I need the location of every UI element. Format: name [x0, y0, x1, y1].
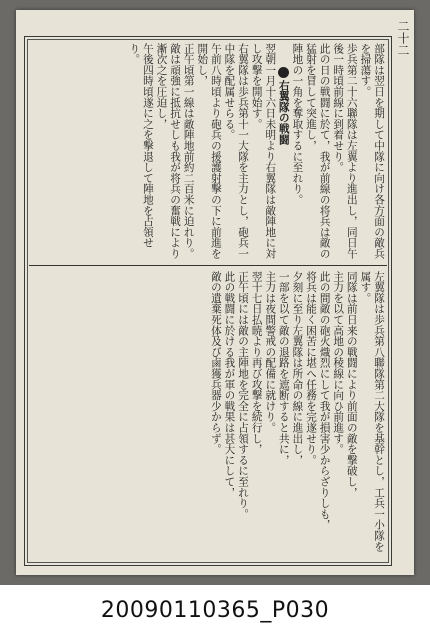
image-caption: 20090110365_P030 [100, 598, 330, 623]
text-column: 主力は夜間警戒の配備に就けり。 [264, 271, 277, 433]
section-heading [276, 67, 290, 263]
text-column: 部隊は翌日を期して中隊に向け各方面の敵兵を掃蕩す。 [359, 43, 385, 259]
text-column: 夕刻に至り左翼隊は所命の線に進出し， [291, 271, 304, 466]
lower-text-block [31, 271, 385, 559]
text-column: 同隊は前日来の戦闘により前面の敵を撃破し， [345, 271, 358, 498]
text-column: 敵の遺棄死体及び鹵獲兵器少からず。 [209, 271, 222, 455]
document-page [16, 10, 414, 575]
text-column: 敵は頑強に抵抗せしも我が将兵の奮戦により漸次之を圧迫し， [155, 43, 182, 259]
text-column: 陣地の一角を奪取するに至れり。 [291, 43, 304, 205]
section-heading-text: 右翼隊の戦闘 [277, 80, 290, 145]
bullet-mark-icon [278, 67, 289, 78]
text-column: 翌朝一月十六日未明より右翼隊は敵陣地に対し攻撃を開始す。 [250, 43, 277, 259]
text-column: 正午頃には敵の主陣地を完全に占領するに至れり。 [237, 271, 250, 520]
page-number: 二十二 [396, 20, 410, 56]
text-column: 右翼隊は歩兵第十一大隊を主力とし，砲兵一中隊を配属せらる。 [223, 43, 250, 259]
text-column: 正午頃第一線は敵陣地前約二百米に迫れり。 [182, 43, 195, 259]
text-column: 左翼隊は歩兵第八聯隊第二大隊を基幹とし，工兵一小隊を属す。 [359, 271, 385, 552]
text-column: 主力を以て高地の稜線に向ひ前進す。 [332, 271, 345, 455]
text-column: 此の日の戦闘に於て，我が前線の将兵は敵の猛射を冒して突進し， [305, 43, 331, 259]
text-column: 一部を以て敵の退路を遮断すると共に， [277, 271, 290, 466]
section-divider [29, 265, 387, 266]
text-column: 翌十七日払暁より再び攻撃を続行し， [250, 271, 263, 455]
text-column: 午後四時頃遂に之を撃退して陣地を占領せり。 [128, 43, 154, 249]
text-column: 此の戦闘に於ける我が軍の戦果は甚大にして， [223, 271, 236, 498]
text-frame [24, 36, 392, 566]
text-column: 此の間敵の砲火熾烈にして我が損害少からざりしも， [318, 271, 331, 531]
text-column: 午前八時頃より砲兵の援護射撃の下に前進を開始し， [196, 43, 222, 259]
text-column: 歩兵第二十六聯隊は左翼より進出し，同日午後一時頃前線に到着せり。 [332, 43, 358, 259]
text-column: 将兵は能く困苦に堪へ任務を完遂せり。 [305, 271, 318, 466]
upper-text-block [31, 43, 385, 263]
